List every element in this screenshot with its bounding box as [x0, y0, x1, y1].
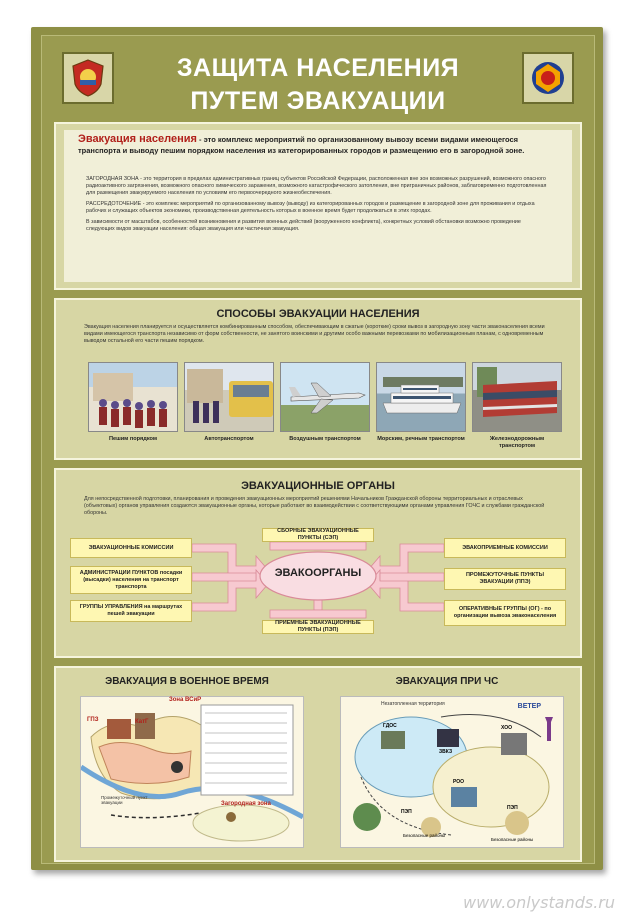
organs-center-label: ЭВАКООРГАНЫ [274, 567, 362, 579]
emergency-label-zvkz: ЗВКЗ [439, 749, 453, 755]
method-card-walk [88, 362, 178, 443]
intro-text: - это комплекс мероприятий по организованному вывозу всеми видами имеющегося транспорта и выводу пешим порядком населения из категорированных городов и размещению его в загородной зоне. [78, 135, 525, 155]
poster-title [132, 52, 504, 118]
airplane-photo [280, 362, 370, 432]
civil-defense-emblem-icon [62, 52, 114, 104]
emergency-label-pep-2: ПЭП [507, 805, 518, 811]
method-card-water [376, 362, 466, 443]
emergency-label-gdos: ГДОС [383, 723, 397, 729]
war-label-gpz: ГПЗ [87, 717, 99, 723]
methods-text: Эвакуация населения планируется и осуществляется комбинированным способом, обеспечивающим в сжатые (короткие) сроки вывоз в загородную зону части эваконаселения всеми видами имеющегося транспорта независимо от форм собственности, не занятого воинскими и другими особо важными перевозками по мобилизационным планам, с одновременным выводом остальной его части пешим порядком. [84, 324, 545, 344]
organ-top-box: СБОРНЫЕ ЭВАКУАЦИОННЫЕ ПУНКТЫ (СЭП) [262, 528, 374, 542]
war-label-katg: КатГ [135, 719, 149, 725]
title-line-1: ЗАЩИТА НАСЕЛЕНИЯ [176, 54, 460, 82]
organ-left-box-3: ГРУППЫ УПРАВЛЕНИЯ на маршрутах пешей эвакуации [70, 600, 192, 622]
intro-panel [54, 122, 582, 290]
train-photo [472, 362, 562, 432]
bus-photo [184, 362, 274, 432]
emergency-label-wind: ВЕТЕР [517, 703, 541, 710]
organs-panel [54, 468, 582, 658]
title-line-2: ПУТЕМ ЭВАКУАЦИИ [190, 87, 446, 115]
war-label-suburban: Загородная зона [221, 801, 271, 807]
method-card-air [280, 362, 370, 443]
methods-panel [54, 298, 582, 460]
methods-title: СПОСОБЫ ЭВАКУАЦИИ НАСЕЛЕНИЯ [216, 308, 420, 320]
intro-definition [78, 134, 560, 156]
watermark: www.onlystands.ru [462, 893, 615, 912]
organ-bottom-box: ПРИЕМНЫЕ ЭВАКУАЦИОННЫЕ ПУНКТЫ (ПЭП) [262, 620, 374, 634]
organ-right-box-1: ЭВАКОПРИЕМНЫЕ КОМИССИИ [444, 538, 566, 558]
method-label-water: Морским, речным транспортом [377, 436, 465, 442]
walking-people-photo [88, 362, 178, 432]
method-label-auto: Автотранспортом [204, 436, 254, 442]
organs-title: ЭВАКУАЦИОННЫЕ ОРГАНЫ [241, 480, 395, 492]
war-evacuation-map [80, 696, 304, 848]
intro-heading: Эвакуация населения [78, 133, 197, 145]
intro-paragraph-types: В зависимости от масштабов, особенностей возникновения и развития военных действий (вооруженного конфликта), конкретных условий обстановки возможно проведение следующих видов эвакуации населения: общая эвакуация или частичная эвакуация. [86, 219, 521, 232]
method-card-auto [184, 362, 274, 443]
intro-paragraph-dispersal: РАССРЕДОТОЧЕНИЕ - это комплекс мероприятий по организованному вывозу (выводу) из категорированных городов и размещение в загородной зоне для проживания и отдыха рабочих и служащих объектов экономики, производственная деятельность которых в военное время будет продолжаться в этих городах. [86, 201, 535, 214]
emergency-title: ЭВАКУАЦИЯ ПРИ ЧС [395, 676, 499, 687]
method-label-rail: Железнодорожным транспортом [489, 436, 545, 449]
emergency-label-territory: Незатопленная территория [381, 701, 445, 707]
emergency-label-hoo: ХОО [501, 725, 512, 731]
organ-right-box-2: ПРОМЕЖУТОЧНЫЕ ПУНКТЫ ЭВАКУАЦИИ (ППЭ) [444, 568, 566, 590]
header [52, 46, 584, 124]
war-label-ppe: Промежуточный пункт эвакуации [101, 795, 148, 805]
method-label-air: Воздушным транспортом [289, 436, 361, 442]
emergency-label-roo: РОО [453, 779, 465, 785]
poster [31, 27, 603, 870]
organ-left-box-2: АДМИНИСТРАЦИИ ПУНКТОВ посадки (высадки) населения на транспорт транспорта [70, 566, 192, 594]
ship-photo [376, 362, 466, 432]
evacuation-maps-panel [54, 666, 582, 862]
war-label-zone: Зона ВСиР [169, 697, 202, 703]
organ-right-box-3: ОПЕРАТИВНЫЕ ГРУППЫ (ОГ) - по организации вывоза эваконаселения [444, 600, 566, 626]
intro-paragraph-zone: ЗАГОРОДНАЯ ЗОНА - это территория в пределах административных границ субъектов Российской Федерации, расположенная вне зон возможных разрушений, возможного опасного радиоактивного загрязнения, возможного опасного химического заражения, возможного катастрофического затопления, вне приграничных районов, заблаговременно подготовленная для размещения эвакуируемого населения по условиям его первоочередного жизнеобеспечения. [86, 176, 547, 196]
war-title: ЭВАКУАЦИЯ В ВОЕННОЕ ВРЕМЯ [105, 676, 269, 687]
method-label-walk: Пешим порядком [108, 436, 158, 442]
intro-paragraphs [86, 176, 550, 237]
method-card-rail [472, 362, 562, 450]
organ-left-box-1: ЭВАКУАЦИОННЫЕ КОМИССИИ [70, 538, 192, 558]
emercom-emblem-icon [522, 52, 574, 104]
emergency-label-safe-2: Безопасные районы [491, 837, 534, 842]
organs-text: Для непосредственной подготовки, планирования и проведения эвакуационных мероприятий решениями Начальников Гражданской обороны территориальных и отраслевых (объектовых) органов управления создаются эвакуационные органы, которые работают во взаимодействии с соответствующими органами управления ГОЧС и службами гражданской обороны. [84, 496, 545, 516]
emergency-label-pep-1: ПЭП [401, 809, 412, 815]
emergency-evacuation-map [340, 696, 564, 848]
poster-inner [41, 35, 595, 864]
emergency-label-safe-1: Безопасные районы [403, 833, 446, 838]
